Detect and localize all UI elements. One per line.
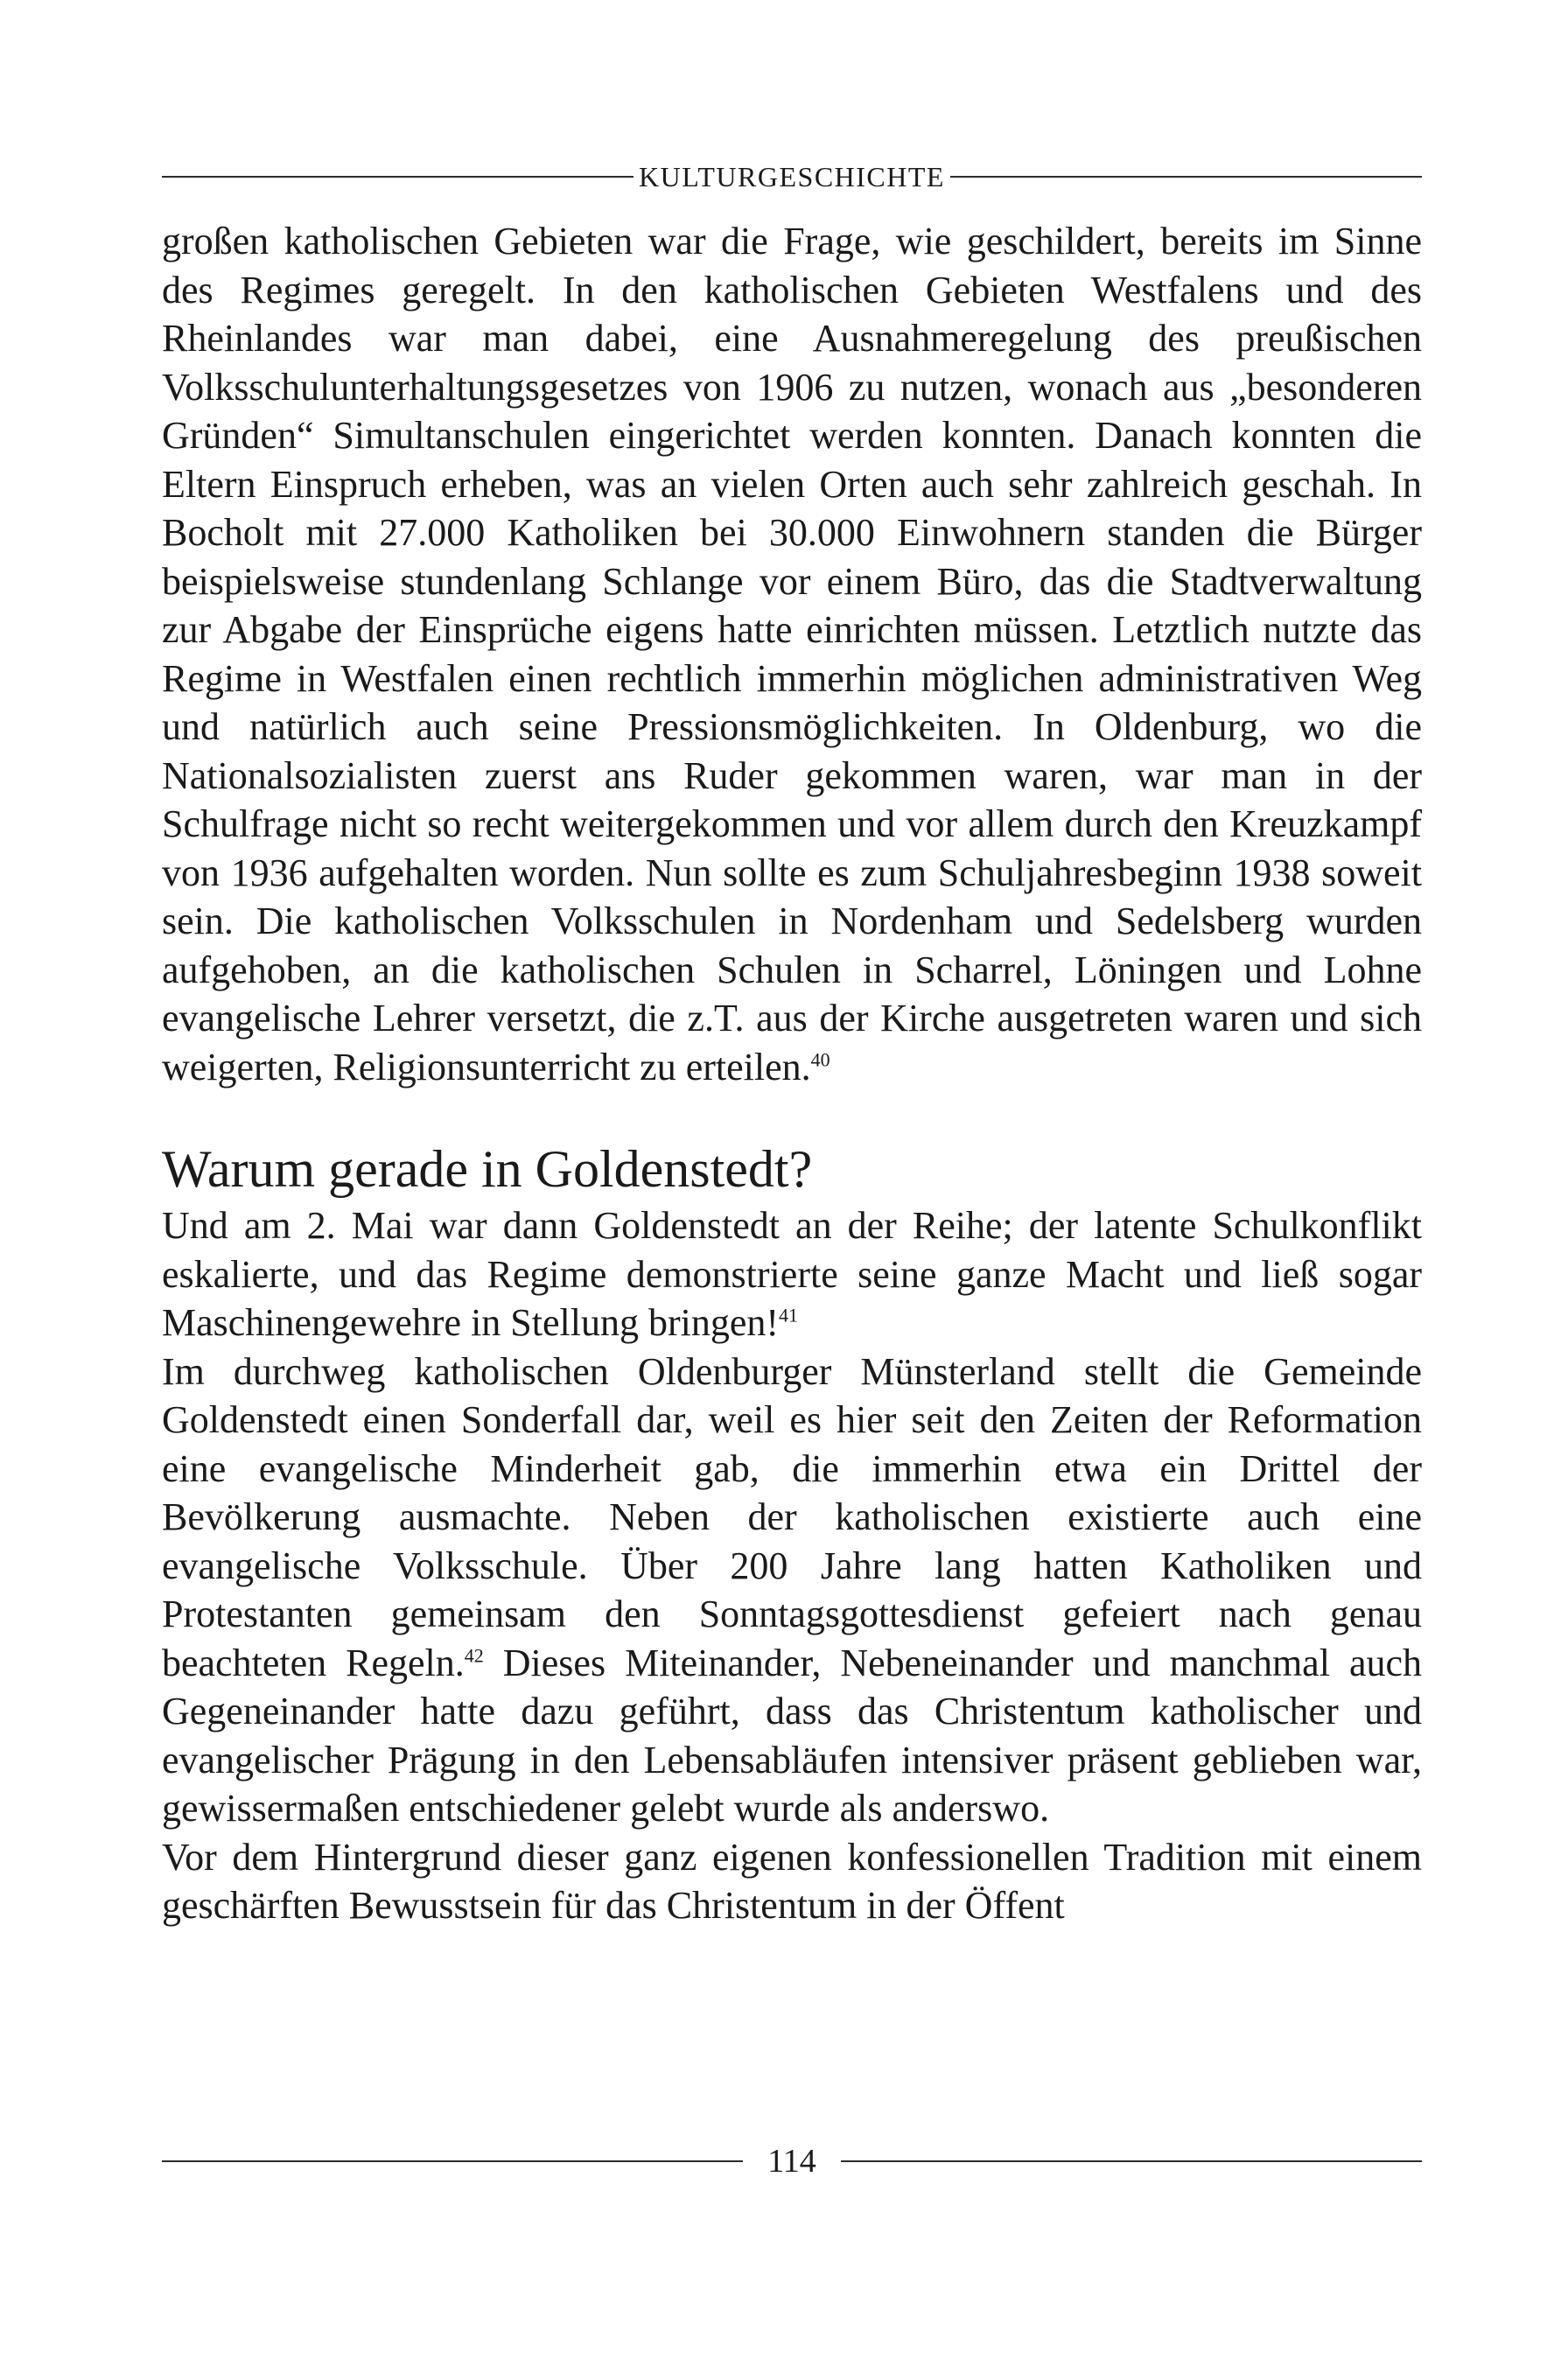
running-title: KULTURGESCHICHTE <box>639 160 945 192</box>
paragraph-4 <box>162 1833 1422 1930</box>
paragraph-3 <box>162 1348 1422 1833</box>
paragraph-3-text-b: Dieses Miteinander, Nebeneinander und manchmal auch Gegeneinander hatte dazu geführt, dass das Christentum katholischer und evangelischer Prägung in den Lebensabläufen intensiver präsent geblieben war, gewissermaßen entschiedener gelebt wurde als anderswo. <box>162 1641 1423 1830</box>
footer-rule-left <box>162 2160 743 2162</box>
footer-rule-right <box>841 2160 1422 2162</box>
header-rule-left <box>162 176 634 178</box>
paragraph-1 <box>162 217 1422 1091</box>
paragraph-1-text: großen katholischen Gebieten war die Frage, wie geschildert, bereits im Sinne des Regimes geregelt. In den katholischen Gebieten Westfalens und des Rheinlandes war man dabei, eine Ausnahmeregelung des preußischen Volksschulunterhaltungsgesetzes von 1906 zu nutzen, wonach aus „besonderen Gründen“ Simultanschulen eingerichtet werden konnten. Danach konnten die Eltern Einspruch erheben, was an vielen Orten auch sehr zahlreich geschah. In Bocholt mit 27.000 Katholiken bei 30.000 Einwohnern standen die Bürger beispielsweise stundenlang Schlange vor einem Büro, das die Stadtverwaltung zur Abgabe der Einsprüche eigens hatte einrichten müssen. Letztlich nutzte das Regime in Westfalen einen rechtlich immerhin möglichen administrativen Weg und natürlich auch seine Pressionsmöglichkeiten. In Oldenburg, wo die Nationalsozialisten zuerst ans Ruder gekommen waren, war man in der Schulfrage nicht so recht weitergekommen und vor allem durch den Kreuzkampf von 1936 aufgehalten worden. Nun sollte es zum Schuljahresbeginn 1938 soweit sein. Die katholischen Volksschulen in Nordenham und Sedelsberg wurden aufgehoben, an die katholischen Schulen in Scharrel, Löningen und Lohne evangelische Lehrer versetzt, die z.T. aus der Kirche ausgetreten waren und sich weigerten, Religionsunterricht zu erteilen. <box>162 220 1422 1088</box>
page-footer <box>162 2135 1422 2188</box>
footnote-ref-40: 40 <box>810 1047 830 1070</box>
paragraph-2-text: Und am 2. Mai war dann Goldenstedt an der Reihe; der latente Schulkonflikt eskalierte, und das Regime demonstrierte seine ganze Macht und ließ sogar Maschinengewehre in Stellung bringen! <box>162 1204 1422 1344</box>
header-rule-right <box>950 176 1422 178</box>
section-heading: Warum gerade in Goldenstedt? <box>162 1140 813 1198</box>
running-header <box>162 150 1422 203</box>
paragraph-3-text-a: Im durchweg katholischen Oldenburger Münsterland stellt die Gemeinde Goldenstedt einen Sonderfall dar, weil es hier seit den Zeiten der Reformation eine evangelische Minderheit gab, die immerhin etwa ein Drittel der Bevölkerung ausmachte. Neben der katholischen existierte auch eine evangelische Volksschule. Über 200 Jahre lang hatten Katholiken und Protestanten gemeinsam den Sonntagsgottesdienst gefeiert nach genau beachteten Regeln. <box>162 1349 1422 1684</box>
footnote-ref-41: 41 <box>779 1304 799 1326</box>
page-number: 114 <box>767 2143 816 2180</box>
footnote-ref-42: 42 <box>464 1643 484 1666</box>
body-text <box>162 217 1422 1930</box>
paragraph-2 <box>162 1201 1422 1348</box>
paragraph-4-text: Vor dem Hintergrund dieser ganz eigenen konfessionellen Tradition mit einem geschärften Bewusstsein für das Christentum in der Öffent <box>162 1835 1422 1927</box>
